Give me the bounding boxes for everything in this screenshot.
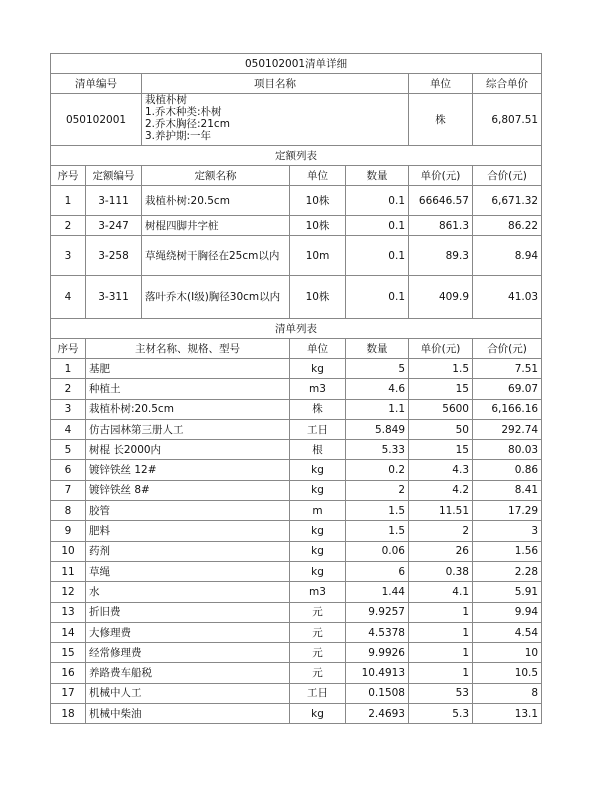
quota-col-header: 数量 — [346, 166, 409, 186]
material-name: 机械中柴油 — [86, 704, 290, 724]
material-row — [51, 663, 542, 683]
header-name: 项目名称 — [142, 74, 409, 94]
material-price: 1 — [409, 622, 473, 642]
material-row — [51, 379, 542, 399]
material-qty: 1.1 — [346, 399, 409, 419]
quota-row — [51, 276, 542, 319]
material-row — [51, 704, 542, 724]
material-price: 5600 — [409, 399, 473, 419]
quota-qty: 0.1 — [346, 216, 409, 236]
material-col-header: 主材名称、规格、型号 — [86, 339, 290, 359]
material-name: 胶管 — [86, 501, 290, 521]
material-no: 4 — [51, 419, 86, 439]
material-price: 11.51 — [409, 501, 473, 521]
quota-unit: 10m — [290, 236, 346, 276]
material-name: 肥料 — [86, 521, 290, 541]
material-total: 80.03 — [473, 440, 542, 460]
material-unit: 根 — [290, 440, 346, 460]
quota-name: 树棍四脚井字桩 — [142, 216, 290, 236]
material-price: 4.2 — [409, 480, 473, 500]
quota-row — [51, 186, 542, 216]
material-no: 6 — [51, 460, 86, 480]
material-name: 机械中人工 — [86, 683, 290, 703]
quota-col-header: 单位 — [290, 166, 346, 186]
material-total: 6,166.16 — [473, 399, 542, 419]
material-no: 16 — [51, 663, 86, 683]
material-qty: 1.44 — [346, 582, 409, 602]
material-no: 9 — [51, 521, 86, 541]
material-unit: 工日 — [290, 683, 346, 703]
material-unit: kg — [290, 521, 346, 541]
quota-price: 409.9 — [409, 276, 473, 319]
material-qty: 5.849 — [346, 419, 409, 439]
material-name: 种植土 — [86, 379, 290, 399]
quota-no: 2 — [51, 216, 86, 236]
material-qty: 6 — [346, 561, 409, 581]
quota-col-header: 合价(元) — [473, 166, 542, 186]
material-name: 树棍 长2000内 — [86, 440, 290, 460]
material-no: 3 — [51, 399, 86, 419]
quota-qty: 0.1 — [346, 236, 409, 276]
material-no: 11 — [51, 561, 86, 581]
material-total: 17.29 — [473, 501, 542, 521]
material-header-row — [51, 339, 542, 359]
material-row — [51, 521, 542, 541]
material-name: 镀锌铁丝 12# — [86, 460, 290, 480]
quota-no: 1 — [51, 186, 86, 216]
material-total: 2.28 — [473, 561, 542, 581]
material-qty: 10.4913 — [346, 663, 409, 683]
item-header-row — [51, 74, 542, 94]
material-total: 10.5 — [473, 663, 542, 683]
material-no: 10 — [51, 541, 86, 561]
material-row — [51, 359, 542, 379]
material-no: 12 — [51, 582, 86, 602]
material-qty: 9.9257 — [346, 602, 409, 622]
quota-header-row — [51, 166, 542, 186]
material-price: 0.38 — [409, 561, 473, 581]
quota-qty: 0.1 — [346, 276, 409, 319]
material-col-header: 合价(元) — [473, 339, 542, 359]
quota-total: 8.94 — [473, 236, 542, 276]
item-name-line: 2.乔木胸径:21cm — [145, 118, 230, 130]
quota-total: 86.22 — [473, 216, 542, 236]
quota-no: 3 — [51, 236, 86, 276]
quota-name: 草绳绕树干胸径在25cm以内 — [142, 236, 290, 276]
material-qty: 5.33 — [346, 440, 409, 460]
item-name-line: 栽植朴树 — [145, 94, 187, 106]
material-section-title: 清单列表 — [51, 319, 542, 339]
material-price: 26 — [409, 541, 473, 561]
item-name-line: 1.乔木种类:朴树 — [145, 106, 222, 118]
material-price: 4.3 — [409, 460, 473, 480]
material-row — [51, 440, 542, 460]
quota-col-header: 定额编号 — [86, 166, 142, 186]
material-unit: kg — [290, 541, 346, 561]
material-qty: 4.5378 — [346, 622, 409, 642]
material-no: 18 — [51, 704, 86, 724]
material-unit: m3 — [290, 582, 346, 602]
material-row — [51, 480, 542, 500]
material-no: 15 — [51, 643, 86, 663]
material-row — [51, 399, 542, 419]
material-no: 7 — [51, 480, 86, 500]
material-col-header: 单价(元) — [409, 339, 473, 359]
quota-qty: 0.1 — [346, 186, 409, 216]
material-price: 1 — [409, 663, 473, 683]
material-name: 草绳 — [86, 561, 290, 581]
material-no: 13 — [51, 602, 86, 622]
material-price: 15 — [409, 379, 473, 399]
material-qty: 5 — [346, 359, 409, 379]
material-price: 5.3 — [409, 704, 473, 724]
quota-col-header: 单价(元) — [409, 166, 473, 186]
material-qty: 4.6 — [346, 379, 409, 399]
material-qty: 0.06 — [346, 541, 409, 561]
material-total: 5.91 — [473, 582, 542, 602]
material-price: 1.5 — [409, 359, 473, 379]
material-unit: 元 — [290, 622, 346, 642]
material-total: 4.54 — [473, 622, 542, 642]
quota-section-title: 定额列表 — [51, 146, 542, 166]
quota-price: 861.3 — [409, 216, 473, 236]
material-name: 仿古园林第三册人工 — [86, 419, 290, 439]
material-total: 8.41 — [473, 480, 542, 500]
quota-code: 3-311 — [86, 276, 142, 319]
material-total: 69.07 — [473, 379, 542, 399]
material-unit: 元 — [290, 602, 346, 622]
material-total: 8 — [473, 683, 542, 703]
quota-code: 3-111 — [86, 186, 142, 216]
header-unit: 单位 — [409, 74, 473, 94]
material-unit: kg — [290, 460, 346, 480]
quota-price: 89.3 — [409, 236, 473, 276]
material-unit: 工日 — [290, 419, 346, 439]
material-no: 17 — [51, 683, 86, 703]
table-title: 050102001清单详细 — [51, 54, 542, 74]
material-total: 10 — [473, 643, 542, 663]
material-price: 1 — [409, 602, 473, 622]
quota-total: 41.03 — [473, 276, 542, 319]
material-total: 1.56 — [473, 541, 542, 561]
item-unit: 株 — [409, 94, 473, 146]
material-price: 50 — [409, 419, 473, 439]
material-unit: kg — [290, 561, 346, 581]
material-col-header: 序号 — [51, 339, 86, 359]
material-row — [51, 419, 542, 439]
material-qty: 0.2 — [346, 460, 409, 480]
material-unit: m3 — [290, 379, 346, 399]
material-name: 大修理费 — [86, 622, 290, 642]
material-qty: 9.9926 — [346, 643, 409, 663]
material-row — [51, 582, 542, 602]
quota-row — [51, 216, 542, 236]
material-qty: 2.4693 — [346, 704, 409, 724]
item-row — [51, 94, 542, 146]
material-no: 2 — [51, 379, 86, 399]
material-name: 基肥 — [86, 359, 290, 379]
quota-unit: 10株 — [290, 216, 346, 236]
material-row — [51, 501, 542, 521]
material-row — [51, 541, 542, 561]
material-qty: 1.5 — [346, 501, 409, 521]
material-col-header: 单位 — [290, 339, 346, 359]
quota-name: 栽植朴树:20.5cm — [142, 186, 290, 216]
material-unit: kg — [290, 480, 346, 500]
material-unit: 元 — [290, 643, 346, 663]
header-price: 综合单价 — [473, 74, 542, 94]
material-name: 折旧费 — [86, 602, 290, 622]
quota-code: 3-258 — [86, 236, 142, 276]
material-unit: kg — [290, 704, 346, 724]
material-row — [51, 460, 542, 480]
material-qty: 0.1508 — [346, 683, 409, 703]
material-row — [51, 643, 542, 663]
material-no: 8 — [51, 501, 86, 521]
material-total: 7.51 — [473, 359, 542, 379]
item-price: 6,807.51 — [473, 94, 542, 146]
material-name: 水 — [86, 582, 290, 602]
material-row — [51, 622, 542, 642]
material-unit: 株 — [290, 399, 346, 419]
material-total: 13.1 — [473, 704, 542, 724]
material-unit: 元 — [290, 663, 346, 683]
quota-no: 4 — [51, 276, 86, 319]
material-name: 养路费车船税 — [86, 663, 290, 683]
material-no: 1 — [51, 359, 86, 379]
material-unit: m — [290, 501, 346, 521]
quota-unit: 10株 — [290, 276, 346, 319]
quota-code: 3-247 — [86, 216, 142, 236]
header-code: 清单编号 — [51, 74, 142, 94]
material-row — [51, 602, 542, 622]
material-unit: kg — [290, 359, 346, 379]
material-total: 9.94 — [473, 602, 542, 622]
material-price: 4.1 — [409, 582, 473, 602]
material-qty: 2 — [346, 480, 409, 500]
material-row — [51, 561, 542, 581]
bill-detail-table — [50, 53, 542, 724]
material-total: 3 — [473, 521, 542, 541]
material-price: 53 — [409, 683, 473, 703]
item-name-line: 3.养护期:一年 — [145, 130, 212, 142]
material-qty: 1.5 — [346, 521, 409, 541]
material-no: 5 — [51, 440, 86, 460]
material-name: 药剂 — [86, 541, 290, 561]
material-col-header: 数量 — [346, 339, 409, 359]
material-name: 镀锌铁丝 8# — [86, 480, 290, 500]
material-no: 14 — [51, 622, 86, 642]
quota-col-header: 序号 — [51, 166, 86, 186]
material-total: 292.74 — [473, 419, 542, 439]
quota-unit: 10株 — [290, 186, 346, 216]
quota-col-header: 定额名称 — [142, 166, 290, 186]
material-price: 15 — [409, 440, 473, 460]
quota-row — [51, 236, 542, 276]
material-name: 经常修理费 — [86, 643, 290, 663]
quota-total: 6,671.32 — [473, 186, 542, 216]
quota-price: 66646.57 — [409, 186, 473, 216]
material-total: 0.86 — [473, 460, 542, 480]
material-name: 栽植朴树:20.5cm — [86, 399, 290, 419]
material-row — [51, 683, 542, 703]
material-price: 1 — [409, 643, 473, 663]
quota-name: 落叶乔木(I级)胸径30cm以内 — [142, 276, 290, 319]
item-name — [142, 94, 409, 146]
item-code: 050102001 — [51, 94, 142, 146]
material-price: 2 — [409, 521, 473, 541]
